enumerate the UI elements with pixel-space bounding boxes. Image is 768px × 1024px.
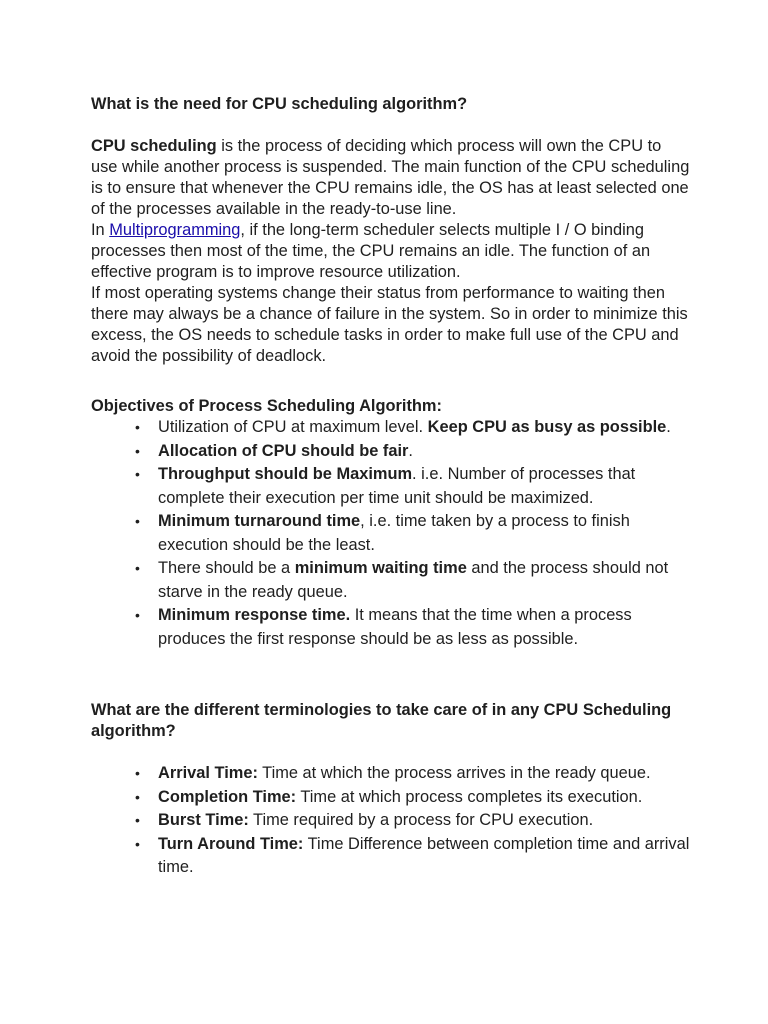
cpu-scheduling-term: CPU scheduling <box>91 137 217 155</box>
heading-need-for-scheduling: What is the need for CPU scheduling algorithm? <box>91 95 468 113</box>
item-bold: Minimum response time. <box>158 606 351 624</box>
item-text: There should be a <box>158 559 295 577</box>
item-bold: Throughput should be Maximum <box>158 465 413 483</box>
item-bold: minimum waiting time <box>294 559 467 577</box>
intro-paragraph-1 <box>91 136 691 220</box>
intro-p2-prefix: In <box>91 221 110 239</box>
list-item <box>91 833 691 880</box>
list-item <box>91 416 691 440</box>
item-text: It means that the time when a process produces the first response should be as less as possible. <box>158 606 632 648</box>
list-item <box>91 786 691 810</box>
term-description: Time at which process completes its execution. <box>296 787 643 806</box>
list-item <box>91 463 691 510</box>
item-bold: Minimum turnaround time <box>158 512 361 530</box>
intro-p1-text: is the process of deciding which process will own the CPU to use while another process is suspended. The main function of the CPU scheduling is to ensure that whenever the CPU remains idle, the OS has at least selected one of the processes available in the ready-to-use line. <box>91 137 690 218</box>
terminologies-list <box>91 762 691 880</box>
intro-section <box>91 136 691 367</box>
item-text: Utilization of CPU at maximum level. <box>158 418 428 436</box>
objectives-list <box>91 416 691 651</box>
term-description: Time at which the process arrives in the ready queue. <box>257 764 651 782</box>
item-text: , i.e. time taken by a process to finish execution should be the least. <box>158 512 630 554</box>
objectives-heading: Objectives of Process Scheduling Algorithm: <box>91 397 442 415</box>
intro-paragraph-3: If most operating systems change their status from performance to waiting then there may always be a chance of failure in the system. So in order to minimize this excess, the OS needs to schedule tasks in order to make full use of the CPU and avoid the possibility of deadlock. <box>91 284 688 365</box>
list-item <box>91 809 691 833</box>
term-label: Arrival Time: <box>158 764 258 782</box>
term-description: Time required by a process for CPU execution. <box>248 811 594 829</box>
item-bold: Allocation of CPU should be fair <box>158 441 409 460</box>
item-text: . <box>408 441 413 460</box>
list-item <box>91 762 691 786</box>
item-text: . i.e. Number of processes that complete their execution per time unit should be maximized. <box>158 465 636 507</box>
term-description: Time Difference between completion time and arrival time. <box>158 834 690 876</box>
list-item <box>91 440 691 464</box>
item-bold: Keep CPU as busy as possible <box>427 418 667 436</box>
term-label: Burst Time: <box>158 811 249 829</box>
item-text: and the process should not starve in the ready queue. <box>158 559 669 601</box>
list-item <box>91 510 691 557</box>
intro-paragraph-2 <box>91 220 691 283</box>
list-item <box>91 557 691 604</box>
multiprogramming-link[interactable]: Multiprogramming <box>109 221 241 239</box>
intro-p2-text: , if the long-term scheduler selects multiple I / O binding processes then most of the time, the CPU remains an idle. The function of an effective program is to improve resource utilization. <box>91 221 651 281</box>
terminologies-heading: What are the different terminologies to take care of in any CPU Scheduling algorithm? <box>91 701 672 740</box>
term-label: Turn Around Time: <box>158 834 304 853</box>
term-label: Completion Time: <box>158 787 297 806</box>
item-text: . <box>666 418 671 436</box>
list-item <box>91 604 691 651</box>
